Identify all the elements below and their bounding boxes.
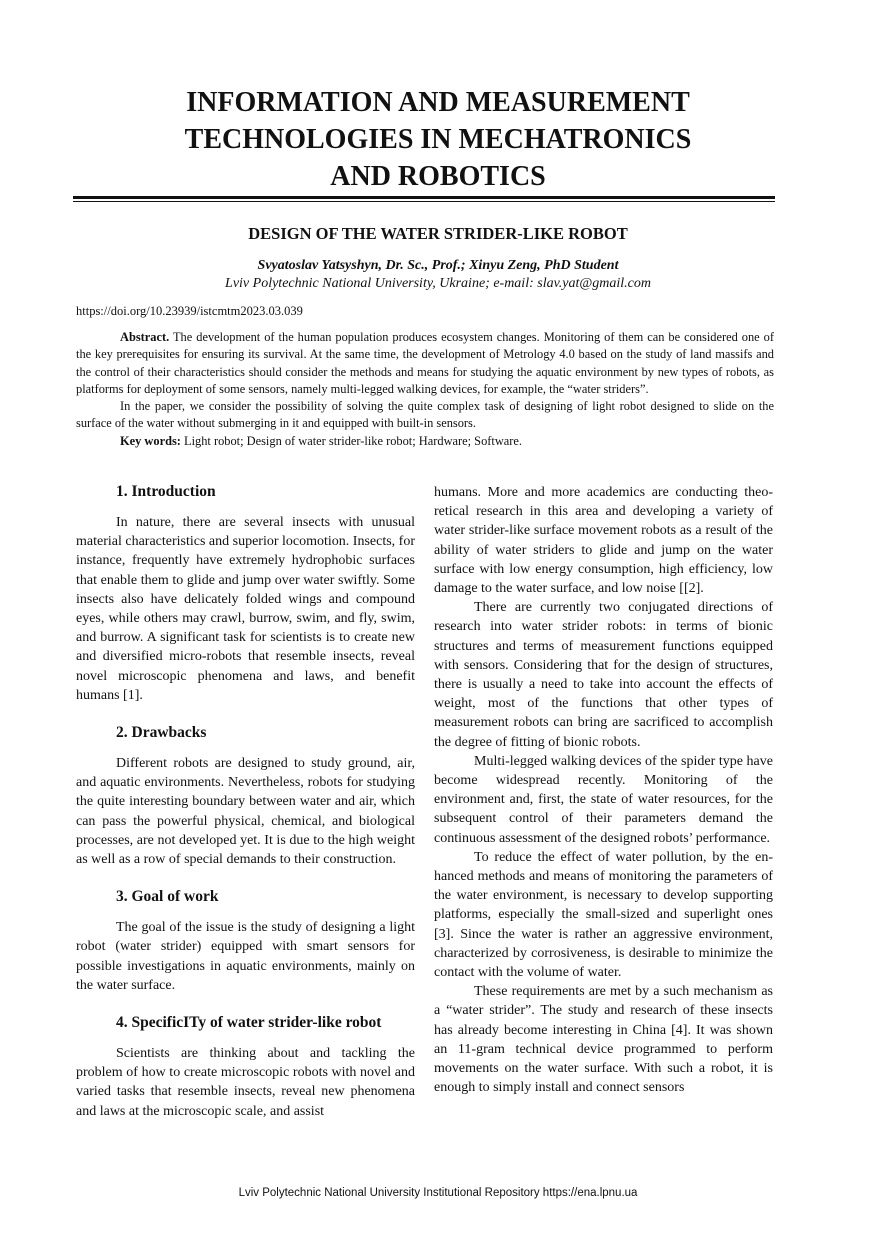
abstract-text-1: The development of the human population produces ecosystem changes. Monitoring of them can be considered one of the key prerequisites for ensuring its survival. At the same time, the development of Metrology 4.0 based on the study of land massifs and the control of their characteristics should consider the methods and means for studying the aquatic environment by new types of robots, as platforms for deployment of some sensors, namely multi-legged walking devices, for example, the “water striders”. [76,330,774,396]
abstract-label: Abstract. [120,330,170,344]
specificity-paragraph-1: Scientists are thinking about and tackling the problem of how to create microscopic robots with novel and varied tasks that resemble insects, reveal new phenomena and laws at the microscopic scale, and assist [76,1046,415,1119]
specificity-paragraph-4: To reduce the effect of water pollution, by the enhanced methods and means of monitoring the parameters of the water environment, is necessary to develop supporting platforms, especially the small-sized and superlight ones [3]. Since the water is rather an aggressive environment, characterized by corrosiveness, is desirable to minimize the contact with the volume of water. [434,849,773,981]
title-rule-thick [73,196,775,199]
abstract-block [76,329,774,450]
paper-title: DESIGN OF THE WATER STRIDER-LIKE ROBOT [248,224,628,243]
heading-goal-of-work: 3. Goal of work [116,888,219,906]
section-title-line-3: AND ROBOTICS [330,161,546,192]
left-column [76,482,415,1121]
specificity-paragraph-2: There are currently two conjugated directions of research into water strider robots: in terms of bionic structures and terms of measurement functions equipped with sensors. Considering that for the design of structures, there is usually a need to take into account the effects of weight, most of the functions that other types of measurement robots can bring are sacrificed to accomplish the degree of fitting of bionic robots. [434,600,773,750]
drawbacks-paragraph: Different robots are designed to study ground, air, and aquatic environments. Nevertheless, robots for studying the quite interesting boundary between water and air, which can pass the powerful physical, chemical, and biological processes, are not developed yet. It is due to the high weight as well as a row of special demands to their construction. [76,756,415,868]
heading-specificity: 4. SpecificITy of water strider-like robot [116,1014,382,1032]
abstract-paragraph-1 [76,329,774,398]
doi-link[interactable]: https://doi.org/10.23939/istcmtm2023.03.039 [76,304,303,318]
heading-drawbacks: 2. Drawbacks [116,724,207,742]
heading-introduction: 1. Introduction [116,483,216,500]
paper-affiliation: Lviv Polytechnic National University, Ukraine; e-mail: slav.yat@gmail.com [225,276,651,291]
abstract-paragraph-2: In the paper, we consider the possibility of solving the quite complex task of designing of light robot designed to slide on the surface of the water without submerging in it and equipped with built-in sensors. [76,399,774,431]
title-rule-thin [73,201,775,202]
keywords-label: Key words: [120,433,181,448]
specificity-paragraph-1-continued: humans. More and more academics are conducting theoretical research in this area and developing a variety of water strider-like surface movement robots as a result of the ability of water striders to glide and jump on the water surface with low energy consumption, high efficiency, low damage to the water surface, and low noise [[2]. [434,485,773,597]
repository-footer: Lviv Polytechnic National University Institutional Repository https://ena.lpnu.ua [238,1187,638,1199]
goal-paragraph: The goal of the issue is the study of designing a light robot (water strider) equipped with smart sensors for possible investigations in aquatic environments, mainly on the water surface. [76,920,415,993]
keywords-text: Light robot; Design of water strider-like robot; Hardware; Software. [180,433,523,448]
section-title-line-1: INFORMATION AND MEASUREMENT [186,87,690,118]
specificity-paragraph-3: Multi-legged walking devices of the spider type have become widespread recently. Monitoring of the environment and, first, the state of water resources, for the subsequent control of their parameters demand the continuous assessment of the designed robots’ performance. [434,753,773,846]
paper-authors: Svyatoslav Yatsyshyn, Dr. Sc., Prof.; Xinyu Zeng, PhD Student [257,258,619,273]
keywords-paragraph [76,433,774,450]
section-title-line-2: TECHNOLOGIES IN MECHATRONICS [184,124,692,155]
right-column [434,483,773,1098]
specificity-paragraph-5: These requirements are met by a such mechanism as a “water strider”. The study and research of these insects has already become interesting in China [4]. It was shown an 11-gram technical device programmed to perform movements on the water surface. With such a robot, it is enough to simply install and connect sensors [434,984,773,1096]
introduction-paragraph: In nature, there are several insects with unusual material characteristics and superior locomotion. Insects, for instance, frequently have extremely hydrophobic surfaces that enable them to glide and jump over water swiftly. Some insects also have delicately folded wings and compound eyes, while others may crawl, burrow, swim, and fly, swim, and burrow. A significant task for scientists is to create new and diversified micro-robots that resemble insects, reveal novel microscopic phenomena and laws, and benefit humans [1]. [76,515,415,703]
